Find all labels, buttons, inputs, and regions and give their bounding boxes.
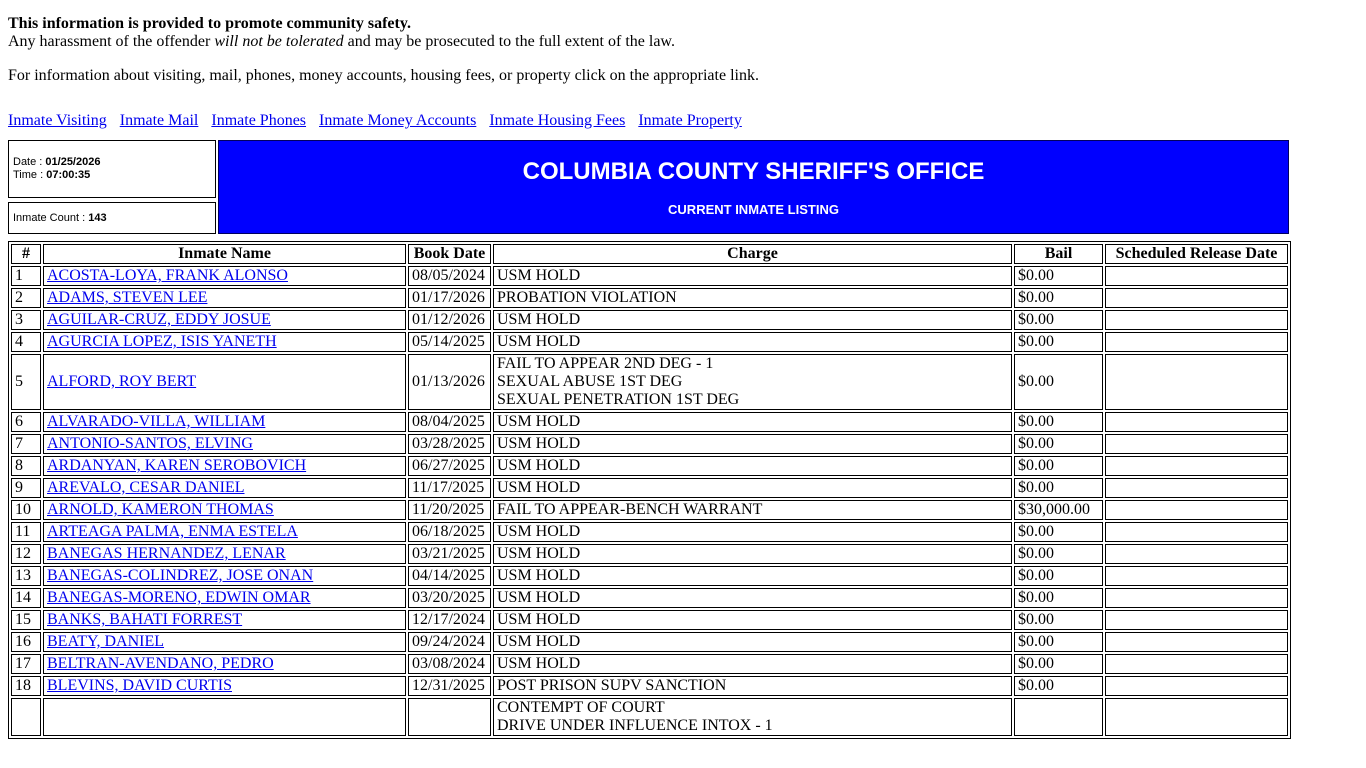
table-row [11,354,1288,410]
book-date-cell: 03/08/2024 [408,654,491,674]
book-date-cell: 06/27/2025 [408,456,491,476]
intro-text-block [8,15,1358,85]
row-number: 4 [11,332,41,352]
row-number: 7 [11,434,41,454]
charge-line: FAIL TO APPEAR 2ND DEG - 1 [497,355,714,372]
inmate-name-cell [43,544,406,564]
row-number: 8 [11,456,41,476]
row-number: 17 [11,654,41,674]
inmate-name-link[interactable]: AGURCIA LOPEZ, ISIS YANETH [47,333,277,350]
link-inmate-housing-fees[interactable]: Inmate Housing Fees [489,112,626,129]
release-date-cell [1105,456,1288,476]
table-row [11,522,1288,542]
charge-line: USM HOLD [497,311,581,328]
inmate-name-cell [43,456,406,476]
inmate-name-link[interactable]: BANEGAS-COLINDREZ, JOSE ONAN [47,567,314,584]
book-date-cell: 11/17/2025 [408,478,491,498]
bail-cell: $0.00 [1014,654,1103,674]
charge-line: USM HOLD [497,655,581,672]
charge-line: USM HOLD [497,523,581,540]
table-row [11,266,1288,286]
table-row [11,332,1288,352]
bail-cell: $0.00 [1014,310,1103,330]
release-date-cell [1105,632,1288,652]
charge-line: PROBATION VIOLATION [497,289,677,306]
inmate-links-bar [8,112,1358,130]
row-number: 16 [11,632,41,652]
row-number: 10 [11,500,41,520]
charge-line: USM HOLD [497,479,581,496]
inmate-name-cell [43,478,406,498]
row-number: 3 [11,310,41,330]
charge-cell [493,288,1012,308]
col-header-charge: Charge [493,244,1012,264]
row-number [11,698,41,736]
release-date-cell [1105,500,1288,520]
inmate-name-cell [43,310,406,330]
col-header-release-date: Scheduled Release Date [1105,244,1288,264]
book-date-cell: 03/21/2025 [408,544,491,564]
charge-line: POST PRISON SUPV SANCTION [497,677,727,694]
release-date-cell [1105,288,1288,308]
intro-line-2-post: and may be prosecuted to the full extent of the law. [343,33,675,50]
release-date-cell [1105,588,1288,608]
charge-line: USM HOLD [497,633,581,650]
release-date-cell [1105,434,1288,454]
inmate-name-link[interactable]: BEATY, DANIEL [47,633,165,650]
row-number: 12 [11,544,41,564]
link-inmate-phones[interactable]: Inmate Phones [211,112,307,129]
release-date-cell [1105,544,1288,564]
inmate-name-cell [43,522,406,542]
header-block [8,140,1289,234]
release-date-cell [1105,610,1288,630]
book-date-cell: 01/17/2026 [408,288,491,308]
table-row [11,310,1288,330]
inmate-count-box [8,202,216,234]
bail-cell: $0.00 [1014,676,1103,696]
charge-cell [493,610,1012,630]
table-row [11,412,1288,432]
table-row [11,588,1288,608]
release-date-cell [1105,566,1288,586]
release-date-cell [1105,676,1288,696]
inmate-name-cell [43,566,406,586]
bail-cell: $0.00 [1014,412,1103,432]
inmate-name-cell [43,676,406,696]
charge-cell [493,588,1012,608]
row-number: 1 [11,266,41,286]
link-inmate-property[interactable]: Inmate Property [638,112,742,129]
table-row [11,456,1288,476]
bail-cell: $30,000.00 [1014,500,1103,520]
charge-cell [493,354,1012,410]
bail-cell: $0.00 [1014,522,1103,542]
charge-cell [493,632,1012,652]
charge-cell [493,654,1012,674]
book-date-cell: 04/14/2025 [408,566,491,586]
time-line [13,169,215,182]
table-row [11,434,1288,454]
inmate-count-label: Inmate Count : [13,211,89,224]
inmate-name-link[interactable]: ANTONIO-SANTOS, ELVING [47,435,253,452]
inmate-name-link[interactable]: ARNOLD, KAMERON THOMAS [47,501,274,518]
book-date-cell: 08/04/2025 [408,412,491,432]
charge-line: SEXUAL PENETRATION 1ST DEG [497,391,740,408]
intro-line-1: This information is provided to promote community safety. [8,15,411,32]
table-row [11,478,1288,498]
bail-cell: $0.00 [1014,588,1103,608]
table-row [11,500,1288,520]
inmate-name-cell [43,434,406,454]
inmate-name-cell [43,698,406,736]
col-header-book-date: Book Date [408,244,491,264]
charge-line: USM HOLD [497,589,581,606]
banner [218,140,1289,234]
charge-line: USM HOLD [497,413,581,430]
charge-line: USM HOLD [497,267,581,284]
time-value: 07:00:35 [46,169,91,181]
book-date-cell: 12/31/2025 [408,676,491,696]
inmate-count-value: 143 [88,211,107,224]
book-date-cell: 11/20/2025 [408,500,491,520]
table-row [11,288,1288,308]
release-date-cell [1105,522,1288,542]
inmate-name-link[interactable]: ACOSTA-LOYA, FRANK ALONSO [47,267,288,284]
charge-cell [493,434,1012,454]
inmate-name-link[interactable]: ADAMS, STEVEN LEE [47,289,208,306]
book-date-cell: 08/05/2024 [408,266,491,286]
charge-cell [493,456,1012,476]
release-date-cell [1105,310,1288,330]
table-row [11,610,1288,630]
row-number: 11 [11,522,41,542]
inmate-name-cell [43,610,406,630]
inmate-name-cell [43,332,406,352]
row-number: 5 [11,354,41,410]
charge-cell [493,676,1012,696]
inmate-name-link[interactable]: AREVALO, CESAR DANIEL [47,479,245,496]
charge-line: CONTEMPT OF COURT [497,699,665,716]
link-inmate-mail[interactable]: Inmate Mail [119,112,199,129]
bail-cell: $0.00 [1014,354,1103,410]
release-date-cell [1105,332,1288,352]
inmate-count-line [13,212,215,225]
link-inmate-visiting[interactable]: Inmate Visiting [8,112,107,129]
date-line [13,156,215,169]
bail-cell: $0.00 [1014,332,1103,352]
table-row [11,698,1288,736]
charge-line: DRIVE UNDER INFLUENCE INTOX - 1 [497,717,773,734]
charge-line: USM HOLD [497,435,581,452]
inmate-name-link[interactable]: ALVARADO-VILLA, WILLIAM [47,413,266,430]
col-header-bail: Bail [1014,244,1103,264]
row-number: 2 [11,288,41,308]
book-date-cell: 03/20/2025 [408,588,491,608]
charge-cell [493,522,1012,542]
row-number: 14 [11,588,41,608]
inmate-name-link[interactable]: BANKS, BAHATI FORREST [47,611,243,628]
inmate-name-cell [43,500,406,520]
intro-line-3: For information about visiting, mail, phones, money accounts, housing fees, or property click on the appropriate link. [8,67,759,84]
inmate-name-link[interactable]: ALFORD, ROY BERT [47,373,197,390]
col-header-inmate-name: Inmate Name [43,244,406,264]
date-time-box [8,140,216,198]
inmate-name-link[interactable]: ARTEAGA PALMA, ENMA ESTELA [47,523,298,540]
book-date-cell: 06/18/2025 [408,522,491,542]
inmate-name-cell [43,266,406,286]
release-date-cell [1105,412,1288,432]
inmate-name-cell [43,354,406,410]
charge-line: USM HOLD [497,611,581,628]
bail-cell: $0.00 [1014,478,1103,498]
charge-line: USM HOLD [497,333,581,350]
date-label: Date : [13,156,46,168]
inmate-name-cell [43,588,406,608]
bail-cell: $0.00 [1014,566,1103,586]
charge-cell [493,566,1012,586]
bail-cell: $0.00 [1014,456,1103,476]
charge-cell [493,698,1012,736]
charge-cell [493,412,1012,432]
intro-line-2-italic: will not be tolerated [214,33,344,50]
inmate-name-link[interactable]: BELTRAN-AVENDANO, PEDRO [47,655,274,672]
time-label: Time : [13,169,47,181]
header-left-column [8,140,216,234]
charge-line: USM HOLD [497,545,581,562]
row-number: 6 [11,412,41,432]
release-date-cell [1105,478,1288,498]
inmate-name-link[interactable]: BLEVINS, DAVID CURTIS [47,677,232,694]
page-title: COLUMBIA COUNTY SHERIFF'S OFFICE [522,157,985,185]
bail-cell: $0.00 [1014,434,1103,454]
header-row [11,244,1288,264]
row-number: 13 [11,566,41,586]
charge-line: FAIL TO APPEAR-BENCH WARRANT [497,501,763,518]
charge-line: USM HOLD [497,457,581,474]
charge-cell [493,332,1012,352]
page-subtitle: CURRENT INMATE LISTING [668,201,839,217]
book-date-cell: 12/17/2024 [408,610,491,630]
inmate-table-body [11,266,1288,736]
charge-line: USM HOLD [497,567,581,584]
col-header-number: # [11,244,41,264]
book-date-cell: 09/24/2024 [408,632,491,652]
book-date-cell: 01/12/2026 [408,310,491,330]
release-date-cell [1105,698,1288,736]
book-date-cell: 05/14/2025 [408,332,491,352]
table-row [11,566,1288,586]
release-date-cell [1105,654,1288,674]
charge-cell [493,310,1012,330]
inmate-name-cell [43,654,406,674]
bail-cell: $0.00 [1014,610,1103,630]
book-date-cell: 01/13/2026 [408,354,491,410]
book-date-cell: 03/28/2025 [408,434,491,454]
inmate-name-cell [43,632,406,652]
charge-cell [493,500,1012,520]
inmate-name-cell [43,288,406,308]
inmate-name-link[interactable]: BANEGAS-MORENO, EDWIN OMAR [47,589,311,606]
charge-cell [493,478,1012,498]
row-number: 18 [11,676,41,696]
table-row [11,676,1288,696]
charge-cell [493,266,1012,286]
bail-cell: $0.00 [1014,632,1103,652]
inmate-name-link[interactable]: ARDANYAN, KAREN SEROBOVICH [47,457,307,474]
release-date-cell [1105,266,1288,286]
charge-cell [493,544,1012,564]
bail-cell: $0.00 [1014,544,1103,564]
row-number: 15 [11,610,41,630]
inmate-name-link[interactable]: BANEGAS HERNANDEZ, LENAR [47,545,286,562]
table-row [11,544,1288,564]
intro-line-2 [8,33,1358,51]
inmate-table-header [11,244,1288,264]
row-number: 9 [11,478,41,498]
inmate-name-cell [43,412,406,432]
charge-line: SEXUAL ABUSE 1ST DEG [497,373,683,390]
date-value: 01/25/2026 [45,156,101,168]
intro-line-2-pre: Any harassment of the offender [8,33,215,50]
inmate-table [8,241,1291,739]
link-inmate-money-accounts[interactable]: Inmate Money Accounts [319,112,477,129]
bail-cell: $0.00 [1014,266,1103,286]
inmate-name-link[interactable]: AGUILAR-CRUZ, EDDY JOSUE [47,311,271,328]
table-row [11,632,1288,652]
table-row [11,654,1288,674]
bail-cell [1014,698,1103,736]
release-date-cell [1105,354,1288,410]
bail-cell: $0.00 [1014,288,1103,308]
book-date-cell [408,698,491,736]
